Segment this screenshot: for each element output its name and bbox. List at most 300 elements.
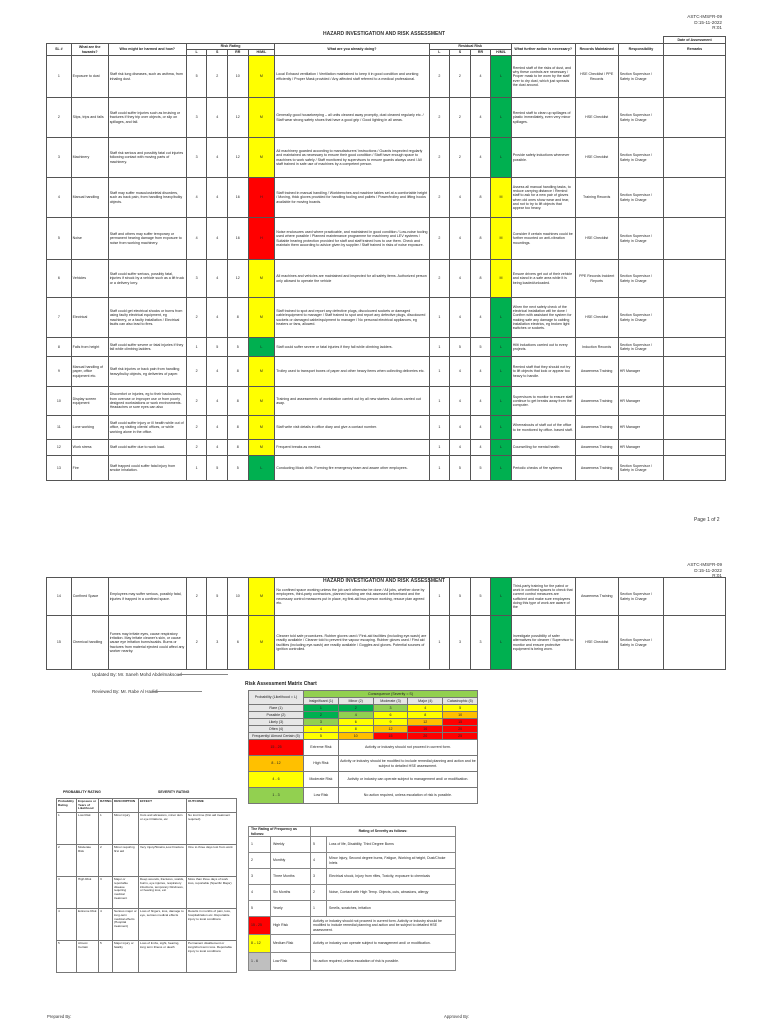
table-row: [47, 56, 726, 98]
row-remarks: [664, 456, 726, 481]
table-row: [47, 357, 726, 387]
row-number: 8: [47, 338, 72, 357]
row-doing: All machines and vehicles are maintained and inspected for all safety items. Authorized person only allowed to operate the vehicle: [275, 260, 429, 298]
matrix-cell: 5: [443, 705, 478, 712]
freq-num: 4: [249, 885, 271, 901]
row-responsibility: Section Supervisor / Safety in Charge: [618, 338, 663, 357]
row-responsibility: Section Supervisor / Safety in Charge: [618, 578, 663, 616]
row-responsibility: Section Supervisor / Safety in Charge: [618, 218, 663, 260]
matrix-level-desc: Activity or industry should be modified to include remedial planning and action and be subject to detailed HSE assessment.: [338, 756, 477, 772]
table-row: [47, 387, 726, 416]
row-doing: Conducting Mock drills. Forming fire emergency team and aware other employees.: [275, 456, 429, 481]
row-res-hml: L: [491, 387, 512, 416]
sev-rating: 2: [99, 845, 113, 877]
row-res-rr: 4: [470, 138, 491, 178]
row-responsibility: HR Manager: [618, 357, 663, 387]
matrix-level-desc: Activity or industry should not proceed in current form.: [338, 740, 477, 756]
row-res-s: 4: [450, 440, 471, 456]
sev-effect: Loss of fingers, loss, damage to eye, serious medical effects: [139, 909, 187, 941]
row-hml: M: [248, 357, 275, 387]
row-res-l: 2: [429, 98, 450, 138]
row-s: 4: [207, 387, 228, 416]
row-l: 4: [186, 218, 207, 260]
prob-header-cell: OUTCOME: [187, 799, 237, 813]
row-number: 9: [47, 357, 72, 387]
row-s: 4: [207, 260, 228, 298]
sev-label: Electrical shock, Injury from rifles, Toxicity, exposure to chemicals: [327, 869, 456, 885]
row-res-l: 1: [429, 387, 450, 416]
sev-num: 4: [311, 853, 327, 869]
col-residual: Residual Risk: [429, 44, 511, 50]
matrix-prob-label: Often (4): [249, 726, 304, 733]
row-who: Staff trapped could suffer fatal injury from smoke inhalation.: [108, 456, 186, 481]
row-l: 5: [186, 56, 207, 98]
probability-severity-table: [56, 798, 237, 973]
row-hml: L: [248, 456, 275, 481]
row-doing: Staff write visit details in office diary and give a contact number.: [275, 416, 429, 440]
sev-num: 5: [311, 837, 327, 853]
matrix-cell: 2: [338, 705, 373, 712]
row-responsibility: HR Manager: [618, 440, 663, 456]
row-number: 5: [47, 218, 72, 260]
freq-levels: [249, 917, 456, 971]
col-further: What further action is necessary?: [511, 44, 575, 56]
prob-exposure: Extreme Risk: [77, 909, 99, 941]
matrix-level-range: 1 - 3: [249, 788, 304, 804]
table-row: [47, 260, 726, 298]
col-res-s: S: [450, 50, 471, 56]
row-number: 10: [47, 387, 72, 416]
matrix-cell: 10: [338, 733, 373, 740]
row-res-hml: L: [491, 98, 512, 138]
row-doing: All machinery guarded according to manufacturers’ instructions / Guards inspected regularly and maintained as necessary to ensure their good condition / Staff have enough space to machines to work safely / Staff monitored by supervisors to ensure guards always used / All staff trained in safe use of machines by a competent person.: [275, 138, 429, 178]
prob-exposure: Low Risk: [77, 813, 99, 845]
row-hml: M: [248, 138, 275, 178]
row-res-l: 2: [429, 218, 450, 260]
matrix-prob-label: Frequently/ Almost Certain (5): [249, 733, 304, 740]
doc-title: HAZARD INVESTIGATION AND RISK ASSESSMENT: [322, 31, 446, 37]
col-s: S: [207, 50, 228, 56]
row-res-rr: 4: [470, 416, 491, 440]
matrix-prob-label: Likely (3): [249, 719, 304, 726]
freq-level-row: [249, 935, 456, 953]
risk-table-page1: [46, 36, 726, 481]
col-rr: RR: [227, 50, 248, 56]
matrix-level-row: [249, 788, 478, 804]
row-records: Awareness Training: [575, 578, 618, 616]
row-hml: M: [248, 578, 275, 616]
matrix-severity-col: Major (4): [408, 698, 443, 705]
table-row: [47, 616, 726, 670]
col-res-l: L: [429, 50, 450, 56]
row-res-s: 3: [450, 616, 471, 670]
row-hazard: Noise: [71, 218, 108, 260]
col-remarks: Remarks: [664, 44, 726, 56]
freq-row: [249, 885, 456, 901]
freq-row: [249, 853, 456, 869]
row-hml: M: [248, 616, 275, 670]
row-hazard: Confined Space: [71, 578, 108, 616]
row-doing: Cleaner told safe procedures. Rubber gloves used / First-aid facilities (including eye-wash) are readily available / Cleaner told to prevent the vapour escaping. Rubber gloves used / First aid facilities (including eye-wash) are readily available / Goggles and gloves. Potential sources of ignition controlled.: [275, 616, 429, 670]
matrix-title: Risk Assessment Matrix Chart: [245, 681, 317, 687]
col-doing: What are you already doing?: [275, 44, 429, 56]
row-doing: Staff trained to spot and report any defective plugs, discoloured sockets or damaged cable/equipment to manager / Staff trained to spot and report any defective plugs, discoloured sockets or damaged cable/equipment to manager / No personal electrical appliances, eg heaters or fans, allowed.: [275, 298, 429, 338]
row-number: 3: [47, 138, 72, 178]
row-res-l: 2: [429, 260, 450, 298]
table-row: [47, 218, 726, 260]
row-s: 4: [207, 138, 228, 178]
row-remarks: [664, 218, 726, 260]
sev-label: Loss of life, Disability, Third Degree Burns: [327, 837, 456, 853]
table-row: [47, 338, 726, 357]
prob-header-cell: Probability Rating: [57, 799, 77, 813]
col-sl: SL #: [47, 44, 72, 56]
matrix-level-range: 4 - 6: [249, 772, 304, 788]
row-rr: 16: [227, 218, 248, 260]
row-hazard: Exposure to dust: [71, 56, 108, 98]
prob-rating: 4: [57, 909, 77, 941]
row-further: Remind staff that they should not try to lift objects that look or appear too heavy to handle.: [511, 357, 575, 387]
row-further: Remind staff to clean up spillages of plastic immediately, even very minor spillages.: [511, 98, 575, 138]
row-res-rr: 4: [470, 298, 491, 338]
row-rr: 10: [227, 56, 248, 98]
row-records: Awareness Training: [575, 387, 618, 416]
prob-header-cell: DESCRIPTION: [113, 799, 139, 813]
row-remarks: [664, 387, 726, 416]
row-who: Staff could suffer due to work load.: [108, 440, 186, 456]
doc-header-ref: [687, 14, 722, 31]
row-hml: M: [248, 98, 275, 138]
row-rr: 8: [227, 416, 248, 440]
row-who: Staff could suffer injuries such as bruising or fractures if they trip over objects, or slip on spillages, and fall.: [108, 98, 186, 138]
freq-level-row: [249, 917, 456, 935]
row-hazard: Falls from height: [71, 338, 108, 357]
matrix-cell: 6: [338, 719, 373, 726]
row-l: 2: [186, 387, 207, 416]
sev-effect: Cuts and abrasions, minor skin or eye irritations, etc: [139, 813, 187, 845]
row-who: Staff risk serious and possibly fatal cut injuries following contact with moving parts of machinery.: [108, 138, 186, 178]
row-res-s: 4: [450, 178, 471, 218]
row-remarks: [664, 357, 726, 387]
matrix-prob-label: Rare (1): [249, 705, 304, 712]
row-further: Counselling for mental health: [511, 440, 575, 456]
row-remarks: [664, 98, 726, 138]
row-l: 3: [186, 138, 207, 178]
sev-num: 2: [311, 885, 327, 901]
table-row: [47, 178, 726, 218]
row-number: 11: [47, 416, 72, 440]
matrix-cell: 15: [443, 719, 478, 726]
row-res-l: 1: [429, 456, 450, 481]
row-further: When the next safety check of the electrical installation will be done / Confirm with assistant the system for making safe any damage to cabling installation electrics, eg broken light switches or sockets.: [511, 298, 575, 338]
reviewed-by: Reviewed By: Mr. Rabe Al Hadidi: [92, 689, 159, 694]
row-res-rr: 8: [470, 260, 491, 298]
prob-header-cell: RATING: [99, 799, 113, 813]
table-row: [47, 456, 726, 481]
row-responsibility: HR Manager: [618, 387, 663, 416]
col-responsibility: Responsibility: [618, 44, 663, 56]
prob-rating: 3: [57, 877, 77, 909]
row-l: 1: [186, 456, 207, 481]
matrix-level-desc: No action required, unless escalation of risk is possible.: [338, 788, 477, 804]
row-s: 4: [207, 178, 228, 218]
freq-row: [249, 869, 456, 885]
row-responsibility: Section Supervisor / Safety in Charge: [618, 56, 663, 98]
sev-rating-title: SEVERITY RATING: [158, 790, 190, 794]
row-remarks: [664, 298, 726, 338]
row-hml: H: [248, 218, 275, 260]
freq-level-row: [249, 953, 456, 971]
frequency-severity-table: [248, 826, 456, 971]
sev-description: Minor requiring first aid: [113, 845, 139, 877]
row-number: 2: [47, 98, 72, 138]
doc-ref-2: ASTC-IMSFR-09: [687, 562, 722, 567]
sev-rating: 4: [99, 909, 113, 941]
freq-body: [249, 837, 456, 917]
row-remarks: [664, 416, 726, 440]
row-remarks: [664, 56, 726, 98]
freq-title: The Rating of Frequency as follows:: [249, 827, 311, 837]
matrix-row: [249, 726, 478, 733]
row-records: Induction Records: [575, 338, 618, 357]
row-rr: 5: [227, 338, 248, 357]
row-res-rr: 8: [470, 218, 491, 260]
row-rr: 12: [227, 98, 248, 138]
sev-rating: 3: [99, 877, 113, 909]
row-further: Investigate possibility of safer alternatives for cleaner / Supervisor to monitor and ensure protective equipment is being worn.: [511, 616, 575, 670]
row-res-l: 1: [429, 298, 450, 338]
sev-outcome: Results in months of pain, loss, hospitalization etc. Reportable injury to local conditions: [187, 909, 237, 941]
prob-row: [57, 845, 237, 877]
row-res-hml: L: [491, 616, 512, 670]
row-s: 5: [207, 456, 228, 481]
row-number: 4: [47, 178, 72, 218]
row-doing: Staff trained in manual handling / Workbenches and machine tables set at a comfortable height / Moving, thick gloves provided for handling tooling and pallets / Power/trolley and lifting hooks available for moving boards.: [275, 178, 429, 218]
sev-outcome: Permanent disablement or long/short-term loss. Reportable injury to local conditions: [187, 941, 237, 973]
matrix-level-name: Moderate Risk: [304, 772, 339, 788]
row-who: Staff could get electrical shocks or burns from using faulty electrical equipment, eg machinery, or a faulty installation / Electrical faults can also lead to fires.: [108, 298, 186, 338]
table-row: [47, 416, 726, 440]
row-res-rr: 4: [470, 387, 491, 416]
matrix-cell: 20: [443, 726, 478, 733]
sev-num: 3: [311, 869, 327, 885]
prob-rating: 5: [57, 941, 77, 973]
row-res-hml: M: [491, 260, 512, 298]
table-row: [47, 298, 726, 338]
table-row: [47, 578, 726, 616]
row-who: Fumes may irritate eyes, cause respiratory irritation. May irritate cleaner's skin, or cause cause eye irritation burns/scalds. Burns or fractures from material ejected could affect any worker nearby.: [108, 616, 186, 670]
row-hml: M: [248, 387, 275, 416]
row-doing: Trolley used to transport boxes of paper and other heavy items when collecting deliveries etc.: [275, 357, 429, 387]
prob-exposure: Moderate Risk: [77, 845, 99, 877]
table-row: [47, 440, 726, 456]
row-rr: 8: [227, 440, 248, 456]
row-rr: 16: [227, 178, 248, 218]
row-rr: 6: [228, 616, 249, 670]
freq-row: [249, 837, 456, 853]
row-further: Supervisors to monitor to ensure staff continue to get breaks away from the computer.: [511, 387, 575, 416]
freq-num: 5: [249, 901, 271, 917]
row-rr: 12: [227, 138, 248, 178]
sev-title: Rating of Severity as follows:: [311, 827, 456, 837]
prob-rating: 2: [57, 845, 77, 877]
prob-row: [57, 813, 237, 845]
row-s: 3: [207, 616, 228, 670]
matrix-cell: 5: [304, 733, 339, 740]
matrix-cell: 15: [373, 733, 408, 740]
row-s: 5: [207, 578, 228, 616]
row-res-rr: 4: [470, 357, 491, 387]
matrix-cell: 12: [408, 719, 443, 726]
sev-description: Minor injury: [113, 813, 139, 845]
row-res-rr: 8: [470, 178, 491, 218]
row-who: Staff risk lung diseases, such as asthma, from inhaling dust.: [108, 56, 186, 98]
matrix-cell: 9: [373, 719, 408, 726]
sev-effect: Very injury/Strains,Low Fracture: [139, 845, 187, 877]
freq-label: Weekly: [271, 837, 311, 853]
row-res-hml: L: [491, 138, 512, 178]
updated-by: Updated By: Mr. Saneh Mohd Abdelmaksoud: [92, 672, 182, 677]
row-responsibility: Section Supervisor / Safety in Charge: [618, 260, 663, 298]
matrix-level-range: 15 - 25: [249, 740, 304, 756]
row-who: Staff risk injuries or back pain from handling heavy/bulky objects, eg deliveries of paper.: [108, 357, 186, 387]
row-res-l: 1: [429, 578, 450, 616]
matrix-cell: 20: [408, 733, 443, 740]
row-number: 12: [47, 440, 72, 456]
row-hazard: Work stress: [71, 440, 108, 456]
prob-rating: 1: [57, 813, 77, 845]
matrix-cell: 4: [408, 705, 443, 712]
row-hazard: Vehicles: [71, 260, 108, 298]
matrix-row: [249, 705, 478, 712]
row-hml: H: [248, 178, 275, 218]
matrix-severity-col: Insignificant (1): [304, 698, 339, 705]
sev-description: Major or reportable disease requiring medical treatment: [113, 877, 139, 909]
row-res-rr: 4: [470, 440, 491, 456]
row-further: Periodic checks of fire systems: [511, 456, 575, 481]
prob-row: [57, 877, 237, 909]
matrix-cell: 8: [408, 712, 443, 719]
row-further: Remind staff of the risks of dust, and why these controls are necessary / Proper mask to be worn by the staff ever to dry dust, which just spreads the dust around.: [511, 56, 575, 98]
row-res-hml: L: [491, 338, 512, 357]
row-hazard: Manual handling: [71, 178, 108, 218]
row-further: Third-party training for the patrol or work in confined spaces to check that current control measures are sufficient and make sure employees doing this type of work are aware of the: [511, 578, 575, 616]
row-l: 2: [186, 298, 207, 338]
sev-description: Serious major or long-term medical effects (Hospital treatment): [113, 909, 139, 941]
doc-date-2: D:15-11-2022: [694, 567, 722, 573]
row-res-s: 4: [450, 218, 471, 260]
row-l: 4: [186, 178, 207, 218]
row-records: Awareness Training: [575, 440, 618, 456]
row-s: 4: [207, 440, 228, 456]
row-res-l: 2: [429, 138, 450, 178]
row-remarks: [664, 138, 726, 178]
row-remarks: [664, 338, 726, 357]
row-l: 3: [186, 260, 207, 298]
freq-num: 3: [249, 869, 271, 885]
matrix-level-row: [249, 772, 478, 788]
matrix-severity-col: Catastrophic (5): [443, 698, 478, 705]
reviewed-by-signature: [152, 681, 202, 692]
matrix-cell: 4: [338, 712, 373, 719]
row-remarks: [664, 616, 726, 670]
prob-header-cell: Exposure or Years of Likelihood: [77, 799, 99, 813]
sev-label: Minor Injury, Second degree burns, Fatigue, Working at height, Dust/Choke Inlets: [327, 853, 456, 869]
risk-rows-page2: [47, 578, 726, 670]
row-responsibility: Section Supervisor / Safety in Charge: [618, 298, 663, 338]
row-s: 4: [207, 98, 228, 138]
freq-level-desc: No action required, unless escalation of risk is possible.: [311, 953, 456, 971]
freq-level-name: Low Risk: [271, 953, 311, 971]
matrix-cell: 3: [373, 705, 408, 712]
row-who: Staff may suffer musculoskeletal disorders, such as back pain, from handling heavy/bulky objects.: [108, 178, 186, 218]
matrix-corner: Probability (Likelihood = L): [249, 691, 304, 705]
row-number: 15: [47, 616, 72, 670]
row-who: Staff could suffer injury or ill health while out of office, eg visiting clients’ offices, or while working alone in the office.: [108, 416, 186, 440]
matrix-level-desc: Activity or industry can operate subject to management and/ or modification.: [338, 772, 477, 788]
matrix-cell: 2: [304, 712, 339, 719]
row-res-hml: L: [491, 298, 512, 338]
row-hml: L: [248, 338, 275, 357]
matrix-cell: 1: [304, 705, 339, 712]
sev-rating: 1: [99, 813, 113, 845]
sev-outcome: No lost time (first aid treatment required): [187, 813, 237, 845]
row-l: 2: [186, 578, 207, 616]
row-s: 2: [207, 56, 228, 98]
row-doing: Noise enclosures used where practicable, and maintained in good condition / Low-noise tooling used where possible / Planned maintenance programme for machinery and LEV systems / Suitable hearing protection provided for staff and staff trained how to use them. Check and maintain them according to advice given by supplier / Staff trained in risks of noise exposure.: [275, 218, 429, 260]
date-of-assessment-label: Date of Assessment: [664, 37, 726, 44]
row-responsibility: Section Supervisor / Safety in Charge: [618, 616, 663, 670]
row-responsibility: Section Supervisor / Safety in Charge: [618, 456, 663, 481]
col-hazards: What are the hazards?: [71, 44, 108, 56]
freq-level-desc: Activity or industry should not proceed in current form. Activity or industry should be modified to include remedial planning and action and be subject to detailed HSE assessment.: [311, 917, 456, 935]
freq-level-name: High Risk: [271, 917, 311, 935]
freq-label: Six Months: [271, 885, 311, 901]
freq-level-range: 8 – 12: [249, 935, 271, 953]
row-further: Whereabouts of staff out of the office to be monitored by office- based staff.: [511, 416, 575, 440]
row-rr: 12: [227, 260, 248, 298]
matrix-level-name: High Risk: [304, 756, 339, 772]
col-risk-rating: Risk Rating: [186, 44, 274, 50]
table-row: [47, 138, 726, 178]
row-records: HSE Checklist: [575, 218, 618, 260]
row-number: 1: [47, 56, 72, 98]
row-hml: M: [248, 298, 275, 338]
col-hml: H/M/L: [248, 50, 275, 56]
page-number-1: Page 1 of 2: [694, 517, 720, 523]
row-rr: 5: [227, 456, 248, 481]
row-res-hml: L: [491, 456, 512, 481]
prob-header: [57, 799, 237, 813]
sev-label: Smells, scratches, irritation: [327, 901, 456, 917]
sev-outcome: More than three days of work loss, reportable (Specific Major): [187, 877, 237, 909]
doc-rev: R:01: [712, 25, 722, 31]
row-rr: 8: [227, 298, 248, 338]
sev-description: Major injury or fatality: [113, 941, 139, 973]
doc-ref: ASTC-IMSFR-09: [687, 14, 722, 19]
prepared-by: Prepared By:: [47, 1014, 72, 1019]
matrix-severity-col: Moderate (3): [373, 698, 408, 705]
doc-date: D:15-11-2022: [694, 19, 722, 25]
matrix-cell: 12: [373, 726, 408, 733]
row-res-s: 5: [450, 578, 471, 616]
prob-row: [57, 941, 237, 973]
row-doing: Training and assessments of workstation carried out by all new starters. Actions carried out asap.: [275, 387, 429, 416]
row-l: 2: [186, 416, 207, 440]
row-remarks: [664, 178, 726, 218]
row-records: HSE Checklist: [575, 616, 618, 670]
matrix-severity-col: Minor (2): [338, 698, 373, 705]
